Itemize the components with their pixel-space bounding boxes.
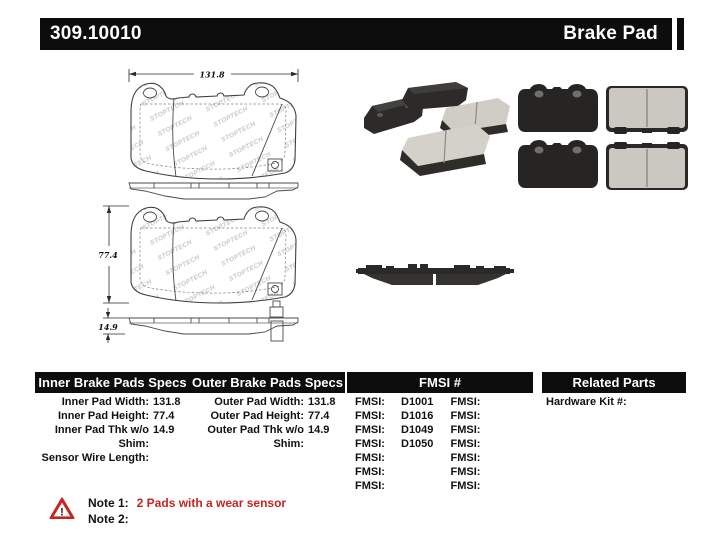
related-parts-title: Related Parts [572,375,656,390]
svg-text:!: ! [60,506,64,519]
fmsi-title: FMSI # [419,375,461,390]
outer-specs-table [187,395,342,451]
table-row: Outer Pad Thk w/o Shim: 14.9 [207,424,330,450]
table-row: FMSI: D1049 FMSI: [355,424,481,436]
specs-table-header [35,372,345,393]
notes-section [88,496,286,528]
part-number: 309.10010 [50,23,142,44]
outer-specs-title: Outer Brake Pads Specs [191,375,344,390]
photo-pads-flat [512,80,690,192]
table-row: Inner Pad Width: 131.8 [61,396,181,408]
page-title: Brake Pad [563,23,658,44]
dimension-thickness [93,308,129,343]
table-row: FMSI: D1016 FMSI: [355,410,481,422]
wear-sensor-tab [273,301,280,307]
table-row: Hardware Kit #: [546,396,627,408]
table-row: Sensor Wire Length: [41,452,149,464]
photo-pads-angled [358,72,526,192]
header-bar [40,18,672,50]
table-row: FMSI: D1001 FMSI: [355,396,481,408]
related-parts-header [542,372,686,393]
note-1: Note 1: 2 Pads with a wear sensor [88,496,287,510]
table-row: Inner Pad Thk w/o Shim: 14.9 [54,424,175,450]
table-row: Outer Pad Height: 77.4 [210,410,330,422]
dimension-thickness-label: 14.9 [98,322,118,332]
pad-front-view-bottom [131,207,296,317]
inner-specs-title: Inner Brake Pads Specs [38,375,187,390]
warning-icon [49,497,75,520]
note-2: Note 2: [88,512,129,526]
table-row: FMSI: D1050 FMSI: [355,438,481,450]
technical-drawing [85,58,325,343]
inner-specs-table [30,395,187,465]
dimension-width-label: 131.8 [199,69,225,80]
dimension-height-label: 77.4 [98,250,118,260]
photo-pad-edge [356,260,516,292]
fmsi-table-header [347,372,533,393]
header-end-cap [677,18,684,50]
note-1-text: 2 Pads with a wear sensor [136,496,287,510]
table-row: Outer Pad Width: 131.8 [214,396,336,408]
table-row: FMSI: FMSI: [355,466,481,478]
table-row: FMSI: FMSI: [355,480,481,492]
dimension-height [94,206,129,303]
dimension-width [129,69,298,82]
pad-edge-profile-top [129,183,298,199]
pad-front-view-top [131,83,296,179]
related-parts-table [542,395,702,409]
table-row: FMSI: FMSI: [355,452,481,464]
table-row: Inner Pad Height: 77.4 [57,410,175,422]
fmsi-table [347,395,538,493]
pad-edge-profile-bottom [129,318,298,341]
